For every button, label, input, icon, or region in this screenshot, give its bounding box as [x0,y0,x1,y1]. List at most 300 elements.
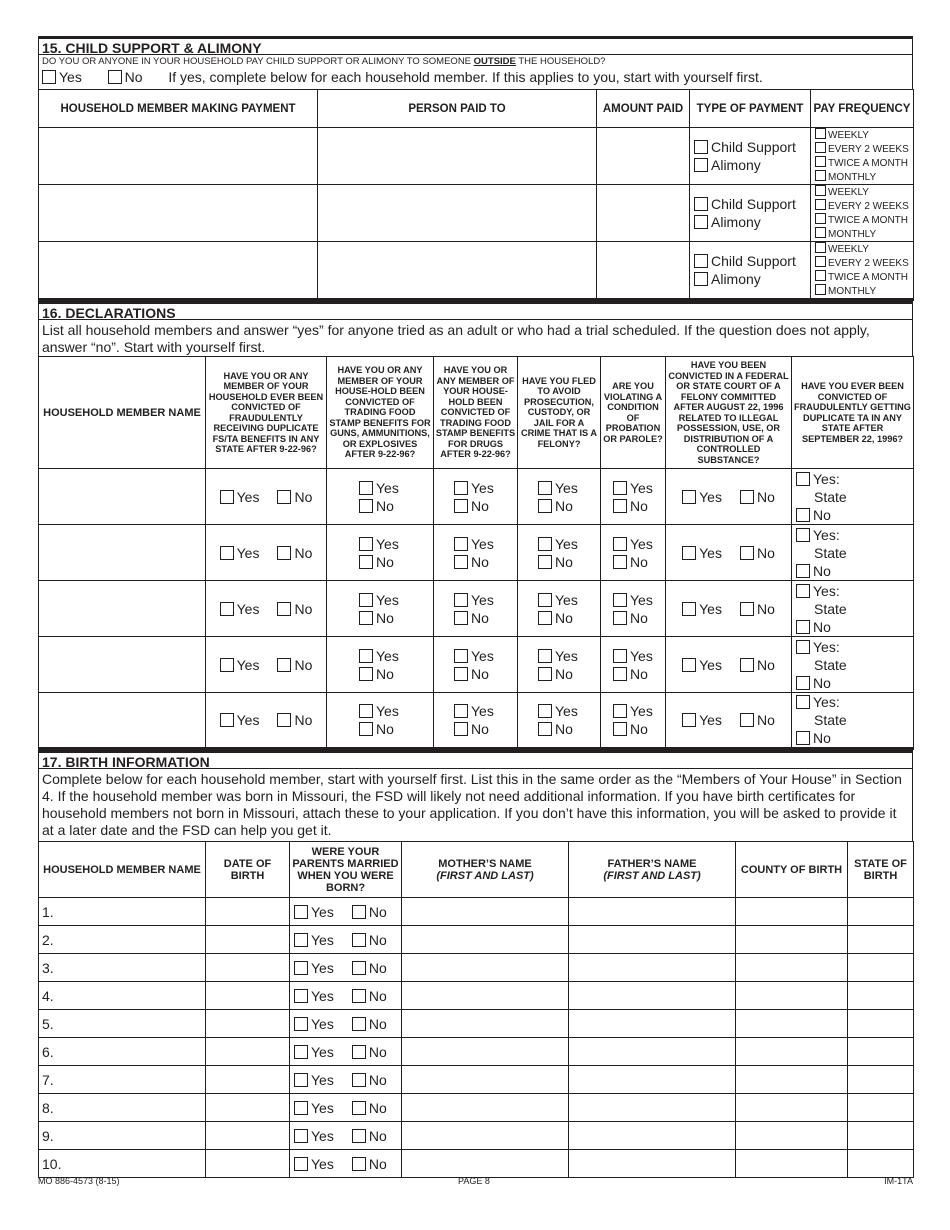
person-paid-to-field[interactable] [318,242,597,300]
frequency-checkbox[interactable] [815,128,826,139]
no-checkbox[interactable] [277,490,291,504]
yes-label: Yes [471,591,494,608]
type-option-label: Alimony [711,157,761,173]
yes-checkbox[interactable] [538,649,552,663]
frequency-option[interactable] [815,142,913,156]
type-of-payment-cell [690,242,811,300]
county-of-birth-field[interactable] [736,1066,848,1094]
mothers-name-field[interactable] [402,1066,569,1094]
header-q2: HAVE YOU OR ANY MEMBER OF YOUR HOUSE-HOLD BEEN CONVICTED OF TRADING FOOD STAMP BENEFITS FOR GUNS, AMMUNITIONS, OR EXPLOSIVES AFTER 9-22-96? [327,357,434,469]
state-field[interactable] [796,656,913,674]
fathers-name-field[interactable] [569,1010,736,1038]
amount-paid-field[interactable] [597,185,690,242]
yes-label: Yes [311,987,334,1004]
no-label: No [368,1155,387,1172]
type-checkbox[interactable] [694,254,708,268]
fathers-name-field[interactable] [569,1094,736,1122]
yes-label: Yes [376,703,399,719]
birth-member-name-field[interactable] [39,898,206,926]
yes-checkbox[interactable] [682,490,696,504]
member-making-payment-field[interactable] [39,242,318,300]
person-paid-to-field[interactable] [318,185,597,242]
date-of-birth-field[interactable] [206,1066,290,1094]
state-of-birth-field[interactable] [848,1150,914,1178]
type-of-payment-cell [690,128,811,185]
type-checkbox[interactable] [694,215,708,229]
no-checkbox[interactable] [352,1101,366,1115]
q5-answer [601,581,666,637]
q2-answer [327,693,434,749]
frequency-option-label: MONTHLY [828,229,877,240]
yes-label: Yes: [813,470,840,487]
q5-answer [601,469,666,525]
frequency-option[interactable] [815,156,913,170]
no-label: No [368,1015,387,1032]
header-fathers-name [569,842,736,898]
yes-checkbox[interactable] [220,546,234,560]
birth-member-name-field[interactable] [39,1066,206,1094]
state-of-birth-field[interactable] [848,1094,914,1122]
state-of-birth-field[interactable] [848,926,914,954]
state-label: State [814,600,847,617]
frequency-option-label: WEEKLY [828,187,869,198]
no-checkbox[interactable] [538,611,552,625]
fathers-name-field[interactable] [569,982,736,1010]
frequency-option[interactable] [815,242,913,256]
date-of-birth-field[interactable] [206,1094,290,1122]
birth-member-name-field[interactable] [39,1150,206,1178]
no-checkbox[interactable] [454,611,468,625]
county-of-birth-field[interactable] [736,1010,848,1038]
member-making-payment-field[interactable] [39,128,318,185]
state-field[interactable] [796,488,913,506]
no-checkbox[interactable] [454,722,468,736]
state-of-birth-field[interactable] [848,898,914,926]
no-label: No [555,609,573,626]
frequency-checkbox[interactable] [815,185,826,196]
q6-answer [666,525,792,581]
yes-checkbox[interactable] [796,695,810,709]
yes-checkbox[interactable] [220,602,234,616]
yes-checkbox[interactable] [454,593,468,607]
mothers-name-field[interactable] [402,1150,569,1178]
frequency-checkbox[interactable] [815,227,826,238]
header-q3: HAVE YOU OR ANY MEMBER OF YOUR HOUSE-HOLD BEEN CONVICTED OF TRADING FOOD STAMP BENEFITS FOR DRUGS AFTER 9-22-96? [434,357,518,469]
question-text-before: DO YOU OR ANYONE IN YOUR HOUSEHOLD PAY CHILD SUPPORT OR ALIMONY TO SOMEONE [42,56,474,67]
yes-checkbox[interactable] [796,584,810,598]
birth-member-name-field[interactable] [39,982,206,1010]
declaration-row [39,525,914,581]
yes-checkbox[interactable] [454,481,468,495]
yes-label: Yes [376,591,399,608]
frequency-option[interactable] [815,256,913,270]
q6-answer [666,469,792,525]
yes-label: Yes [699,712,722,728]
date-of-birth-field[interactable] [206,1010,290,1038]
county-of-birth-field[interactable] [736,954,848,982]
yes-label: Yes [311,903,334,920]
no-checkbox[interactable] [613,611,627,625]
yes-checkbox[interactable] [220,658,234,672]
no-checkbox[interactable] [359,611,373,625]
county-of-birth-field[interactable] [736,1150,848,1178]
yes-checkbox[interactable] [294,933,308,947]
no-label: No [555,497,573,514]
no-checkbox[interactable] [359,667,373,681]
no-checkbox[interactable] [613,667,627,681]
yes-checkbox[interactable] [538,481,552,495]
row-number: 1. [42,903,54,920]
section-17-instruction: Complete below for each household member, start with yourself first. List this in the same order as the “Members of Your House” in Section 4. If the household member was born in Missouri, the FSD will likely not need additional information. If you have birth certificates for household members not born in Missouri, attach these to your application. If you don’t have this information, you will be asked to provide it at a later date and the FSD can help you get it. [38,769,913,841]
state-label: State [814,544,847,561]
amount-paid-field[interactable] [597,242,690,300]
yes-checkbox[interactable] [613,481,627,495]
no-checkbox[interactable] [359,555,373,569]
yes-checkbox[interactable] [42,70,56,84]
yes-checkbox[interactable] [682,546,696,560]
date-of-birth-field[interactable] [206,1038,290,1066]
mothers-name-field[interactable] [402,1010,569,1038]
frequency-option[interactable] [815,270,913,284]
type-option[interactable] [694,213,810,231]
no-checkbox[interactable] [277,546,291,560]
no-checkbox[interactable] [454,499,468,513]
q1-answer [206,581,327,637]
mothers-name-field[interactable] [402,1038,569,1066]
no-checkbox[interactable] [740,713,754,727]
yes-label: Yes: [813,526,840,543]
no-checkbox[interactable] [454,667,468,681]
household-member-name-field[interactable] [39,525,206,581]
child-support-table [38,89,914,301]
no-checkbox[interactable] [352,1129,366,1143]
section-16-title: 16. DECLARATIONS [38,301,913,320]
no-checkbox[interactable] [796,508,810,522]
no-checkbox[interactable] [359,722,373,736]
birth-row [39,1122,914,1150]
no-label: No [368,987,387,1004]
yes-checkbox[interactable] [682,602,696,616]
yes-label: Yes [630,591,653,608]
no-checkbox[interactable] [613,722,627,736]
no-label: No [368,1043,387,1060]
type-checkbox[interactable] [694,272,708,286]
date-of-birth-field[interactable] [206,1122,290,1150]
no-checkbox[interactable] [454,555,468,569]
no-checkbox[interactable] [538,555,552,569]
frequency-checkbox[interactable] [815,242,826,253]
state-field[interactable] [796,711,913,729]
no-label: No [471,721,489,737]
no-label: No [756,656,775,673]
q7-answer [792,525,914,581]
no-label: No [376,553,394,570]
frequency-checkbox[interactable] [815,270,826,281]
no-checkbox[interactable] [613,499,627,513]
yes-checkbox[interactable] [294,1017,308,1031]
yes-label: Yes [471,479,494,496]
no-checkbox[interactable] [538,722,552,736]
birth-row [39,1038,914,1066]
frequency-option[interactable] [815,213,913,227]
state-label: State [814,488,847,505]
date-of-birth-field[interactable] [206,954,290,982]
yes-label: Yes [555,535,578,552]
row-number: 6. [42,1043,54,1060]
yes-checkbox[interactable] [454,704,468,718]
no-checkbox[interactable] [352,1073,366,1087]
header-type-of-payment: TYPE OF PAYMENT [690,90,811,128]
county-of-birth-field[interactable] [736,926,848,954]
q3-answer [434,525,518,581]
yes-label: Yes [555,479,578,496]
birth-member-name-field[interactable] [39,926,206,954]
frequency-checkbox[interactable] [815,142,826,153]
yes-checkbox[interactable] [294,1129,308,1143]
state-of-birth-field[interactable] [848,1010,914,1038]
mothers-name-field[interactable] [402,1122,569,1150]
no-checkbox[interactable] [740,602,754,616]
yes-checkbox[interactable] [359,649,373,663]
county-of-birth-field[interactable] [736,1094,848,1122]
yes-checkbox[interactable] [796,528,810,542]
no-checkbox[interactable] [352,1017,366,1031]
no-checkbox[interactable] [352,1157,366,1171]
frequency-checkbox[interactable] [815,199,826,210]
no-checkbox[interactable] [352,1045,366,1059]
q3-answer [434,581,518,637]
frequency-option[interactable] [815,284,913,298]
person-paid-to-field[interactable] [318,128,597,185]
no-label: No [813,730,831,746]
yes-checkbox[interactable] [454,649,468,663]
yes-checkbox[interactable] [538,593,552,607]
no-checkbox[interactable] [740,546,754,560]
state-of-birth-field[interactable] [848,1066,914,1094]
no-checkbox[interactable] [352,961,366,975]
yes-label: Yes [311,1043,334,1060]
frequency-checkbox[interactable] [815,256,826,267]
no-checkbox[interactable] [359,499,373,513]
mothers-name-field[interactable] [402,898,569,926]
county-of-birth-field[interactable] [736,898,848,926]
yes-label: Yes: [813,582,840,599]
no-checkbox[interactable] [352,905,366,919]
section-15-title: 15. CHILD SUPPORT & ALIMONY [38,36,913,55]
yes-checkbox[interactable] [359,704,373,718]
no-checkbox[interactable] [277,713,291,727]
yes-checkbox[interactable] [796,640,810,654]
member-making-payment-field[interactable] [39,185,318,242]
yes-label: Yes [555,647,578,664]
county-of-birth-field[interactable] [736,1038,848,1066]
yes-checkbox[interactable] [220,713,234,727]
state-field[interactable] [796,544,913,562]
fathers-name-field[interactable] [569,1038,736,1066]
date-of-birth-field[interactable] [206,926,290,954]
amount-paid-field[interactable] [597,128,690,185]
no-label: No [630,609,648,626]
date-of-birth-field[interactable] [206,898,290,926]
header-member-making-payment: HOUSEHOLD MEMBER MAKING PAYMENT [39,90,318,128]
mothers-name-field[interactable] [402,982,569,1010]
yes-checkbox[interactable] [682,713,696,727]
frequency-option[interactable] [815,185,913,199]
date-of-birth-field[interactable] [206,1150,290,1178]
no-label: No [368,903,387,920]
q7-answer [792,637,914,693]
header-person-paid-to: PERSON PAID TO [318,90,597,128]
row-number: 10. [42,1155,62,1172]
fathers-name-field[interactable] [569,898,736,926]
type-option-label: Child Support [711,196,796,212]
state-of-birth-field[interactable] [848,1122,914,1150]
yes-checkbox[interactable] [359,481,373,495]
header-parents-married: WERE YOUR PARENTS MARRIED WHEN YOU WERE BORN? [290,842,402,898]
yes-checkbox[interactable] [613,537,627,551]
no-checkbox[interactable] [796,564,810,578]
frequency-option[interactable] [815,199,913,213]
birth-member-name-field[interactable] [39,1038,206,1066]
yes-checkbox[interactable] [538,704,552,718]
payment-row [39,128,914,185]
frequency-option[interactable] [815,227,913,241]
frequency-checkbox[interactable] [815,284,826,295]
no-checkbox[interactable] [538,499,552,513]
type-of-payment-cell [690,185,811,242]
yes-checkbox[interactable] [613,649,627,663]
type-checkbox[interactable] [694,158,708,172]
q2-answer [327,581,434,637]
header-q5: ARE YOU VIOLATING A CONDITION OF PROBATION OR PAROLE? [601,357,666,469]
yes-checkbox[interactable] [359,537,373,551]
no-checkbox[interactable] [796,620,810,634]
no-checkbox[interactable] [740,490,754,504]
frequency-option-label: WEEKLY [828,130,869,141]
type-option[interactable] [694,156,810,174]
yes-checkbox[interactable] [294,1157,308,1171]
no-checkbox[interactable] [796,731,810,745]
yes-label: Yes [471,647,494,664]
mothers-name-field[interactable] [402,1094,569,1122]
type-option[interactable] [694,252,810,270]
yes-label: Yes [699,656,722,673]
yes-checkbox[interactable] [359,593,373,607]
birth-member-name-field[interactable] [39,1010,206,1038]
type-option[interactable] [694,270,810,288]
birth-member-name-field[interactable] [39,954,206,982]
fathers-name-field[interactable] [569,1150,736,1178]
yes-checkbox[interactable] [294,1101,308,1115]
yes-checkbox[interactable] [220,490,234,504]
no-checkbox[interactable] [613,555,627,569]
row-number: 5. [42,1015,54,1032]
date-of-birth-field[interactable] [206,982,290,1010]
no-checkbox[interactable] [277,602,291,616]
fathers-name-field[interactable] [569,1122,736,1150]
type-option[interactable] [694,195,810,213]
q4-answer [518,637,601,693]
birth-row [39,982,914,1010]
yes-checkbox[interactable] [682,658,696,672]
yes-checkbox[interactable] [796,472,810,486]
household-member-name-field[interactable] [39,693,206,749]
birth-row [39,1066,914,1094]
frequency-checkbox[interactable] [815,213,826,224]
type-checkbox[interactable] [694,197,708,211]
state-of-birth-field[interactable] [848,982,914,1010]
no-label: No [376,665,394,682]
state-of-birth-field[interactable] [848,954,914,982]
frequency-option[interactable] [815,128,913,142]
q6-answer [666,693,792,749]
parents-married-answer [290,954,402,982]
no-checkbox[interactable] [740,658,754,672]
household-member-name-field[interactable] [39,637,206,693]
no-checkbox[interactable] [538,667,552,681]
yes-checkbox[interactable] [613,593,627,607]
no-checkbox[interactable] [352,989,366,1003]
q5-answer [601,693,666,749]
no-label: No [368,1071,387,1088]
household-member-name-field[interactable] [39,581,206,637]
no-checkbox[interactable] [277,658,291,672]
type-option[interactable] [694,138,810,156]
frequency-checkbox[interactable] [815,156,826,167]
yes-label: Yes [311,959,334,976]
fathers-name-field[interactable] [569,926,736,954]
yes-checkbox[interactable] [294,1073,308,1087]
frequency-option-label: WEEKLY [828,244,869,255]
no-label: No [368,1099,387,1116]
frequency-checkbox[interactable] [815,170,826,181]
yes-checkbox[interactable] [613,704,627,718]
county-of-birth-field[interactable] [736,982,848,1010]
state-of-birth-field[interactable] [848,1038,914,1066]
mothers-name-field[interactable] [402,926,569,954]
no-label: No [756,544,775,561]
yes-checkbox[interactable] [294,961,308,975]
household-member-name-field[interactable] [39,469,206,525]
yes-checkbox[interactable] [538,537,552,551]
frequency-option[interactable] [815,170,913,184]
yes-checkbox[interactable] [294,905,308,919]
mothers-name-field[interactable] [402,954,569,982]
section-15-instruction: If yes, complete below for each household member. If this applies to you, start with yourself first. [168,69,763,85]
yes-checkbox[interactable] [294,1045,308,1059]
no-checkbox[interactable] [108,70,122,84]
fathers-name-field[interactable] [569,954,736,982]
type-checkbox[interactable] [694,140,708,154]
parents-married-answer [290,898,402,926]
state-label: State [814,656,847,673]
header-county-of-birth: COUNTY OF BIRTH [736,842,848,898]
no-label: No [368,959,387,976]
county-of-birth-field[interactable] [736,1122,848,1150]
yes-checkbox[interactable] [294,989,308,1003]
no-checkbox[interactable] [352,933,366,947]
state-field[interactable] [796,600,913,618]
yes-checkbox[interactable] [454,537,468,551]
row-number: 7. [42,1071,54,1088]
q6-answer [666,637,792,693]
no-label: No [294,600,313,617]
birth-member-name-field[interactable] [39,1122,206,1150]
no-checkbox[interactable] [796,676,810,690]
fathers-name-field[interactable] [569,1066,736,1094]
birth-member-name-field[interactable] [39,1094,206,1122]
pay-frequency-cell [811,128,914,185]
